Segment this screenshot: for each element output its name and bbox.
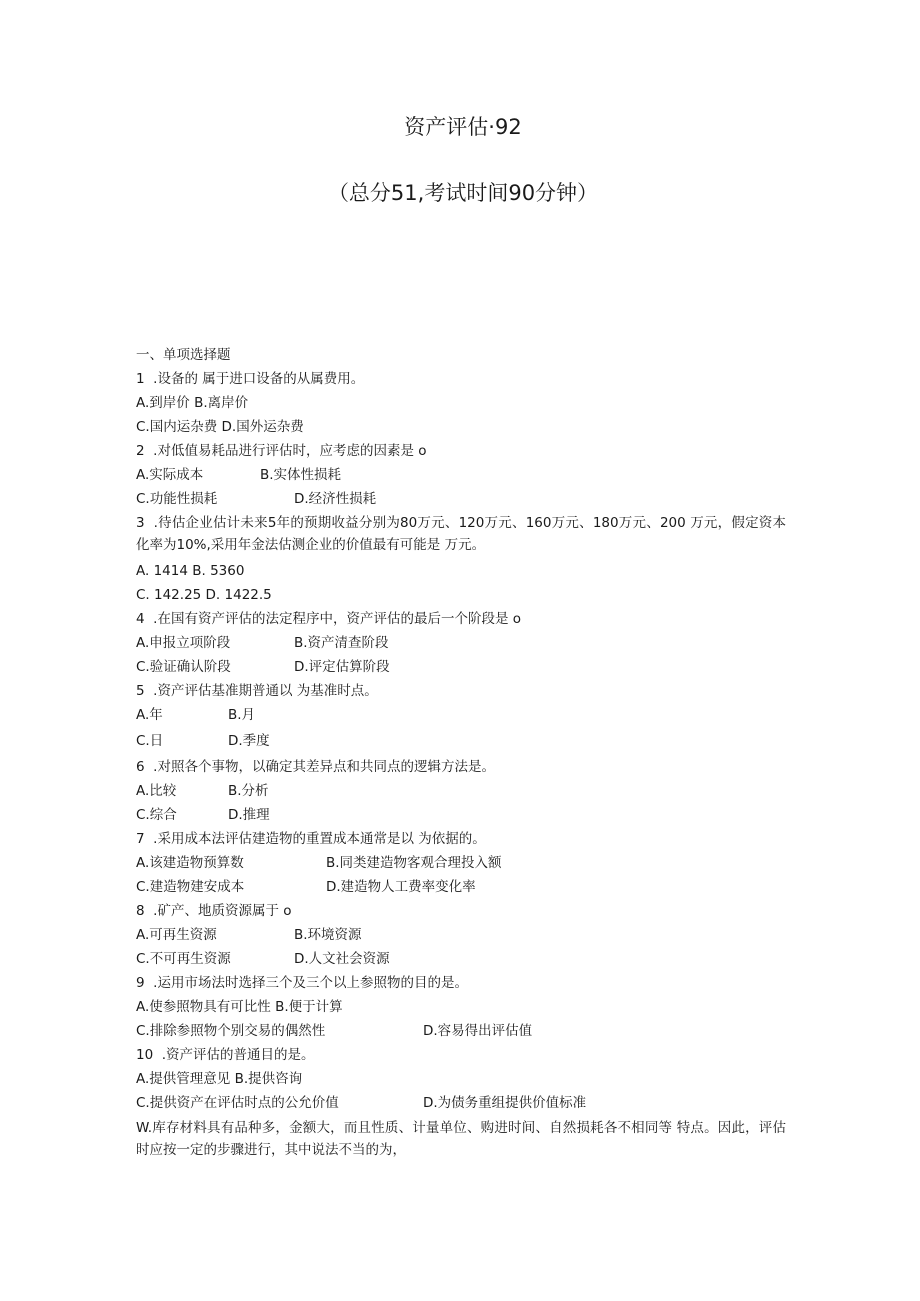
question-5-stem: 5 .资产评估基准期普通以 为基准时点。	[136, 683, 378, 699]
question-6-options-cd	[136, 803, 786, 827]
question-10-stem: 10 .资产评估的普通目的是。	[136, 1047, 315, 1063]
question-7-stem: 7 .采用成本法评估建造物的重置成本通常是以 为依据的。	[136, 831, 486, 847]
question-5-option-c: C.日	[136, 733, 164, 749]
question-4-option-c: C.验证确认阶段	[136, 659, 231, 675]
question-6-options-ab	[136, 779, 786, 803]
question-8-option-a: A.可再生资源	[136, 927, 217, 943]
question-3-options-ab: A. 1414 B. 5360	[136, 563, 245, 579]
question-2-options-cd	[136, 487, 786, 511]
question-9-stem: 9 .运用市场法时选择三个及三个以上参照物的目的是。	[136, 975, 468, 991]
question-9-option-c: C.排除参照物个别交易的偶然性	[136, 1023, 326, 1039]
question-8-option-d: D.人文社会资源	[294, 951, 390, 967]
question-3-stem: 3 .待估企业估计未来5年的预期收益分别为80万元、120万元、160万元、180万元、200 万元，假定资本化率为10%,采用年金法估测企业的价值最有可能是 万元。	[136, 515, 786, 553]
question-1-options-cd: C.国内运杂费 D.国外运杂费	[136, 419, 304, 435]
question-10-options-cd	[136, 1091, 786, 1115]
question-7-option-b: B.同类建造物客观合理投入额	[326, 855, 502, 871]
question-2-option-c: C.功能性损耗	[136, 491, 218, 507]
question-9-options-ab: A.使参照物具有可比性 B.便于计算	[136, 999, 343, 1015]
question-4-option-b: B.资产清查阶段	[294, 635, 389, 651]
question-7-option-c: C.建造物建安成本	[136, 879, 245, 895]
question-4-stem: 4 .在国有资产评估的法定程序中，资产评估的最后一个阶段是 o	[136, 611, 522, 627]
question-7-options-ab	[136, 851, 786, 875]
exam-info-subtitle: （总分51,考试时间90分钟）	[327, 181, 599, 205]
question-7-option-d: D.建造物人工费率变化率	[326, 879, 476, 895]
question-1-options-ab: A.到岸价 B.离岸价	[136, 395, 249, 411]
question-7-options-cd	[136, 875, 786, 899]
question-2-option-a: A.实际成本	[136, 467, 204, 483]
question-8-options-cd	[136, 947, 786, 971]
question-8-option-c: C.不可再生资源	[136, 951, 231, 967]
question-1-stem: 1 .设备的 属于进口设备的从属费用。	[136, 371, 365, 387]
question-2-option-d: D.经济性损耗	[294, 491, 377, 507]
question-9-option-d: D.容易得出评估值	[423, 1023, 533, 1039]
question-2-stem: 2 .对低值易耗品进行评估时，应考虑的因素是 o	[136, 443, 427, 459]
question-6-stem: 6 .对照各个事物，以确定其差异点和共同点的逻辑方法是。	[136, 759, 495, 775]
question-3-options-cd: C. 142.25 D. 1422.5	[136, 587, 272, 603]
question-4-options-ab	[136, 631, 786, 655]
question-6-option-b: B.分析	[228, 783, 269, 799]
question-8-stem: 8 .矿产、地质资源属于 o	[136, 903, 292, 919]
question-4-options-cd	[136, 655, 786, 679]
question-7-option-a: A.该建造物预算数	[136, 855, 244, 871]
question-8-options-ab	[136, 923, 786, 947]
question-5-option-a: A.年	[136, 707, 163, 723]
question-list	[136, 343, 786, 1161]
question-2-options-ab	[136, 463, 786, 487]
question-5-option-d: D.季度	[228, 733, 270, 749]
question-10-option-d: D.为债务重组提供价值标准	[423, 1095, 587, 1111]
question-5-options-ab	[136, 703, 786, 729]
question-2-option-b: B.实体性损耗	[260, 467, 342, 483]
question-6-option-c: C.综合	[136, 807, 177, 823]
question-8-option-b: B.环境资源	[294, 927, 362, 943]
question-11-stem: W.库存材料具有品种多，金额大，而且性质、计量单位、购进时间、自然损耗各不相同等 特点。因此，评估时应按一定的步骤进行，其中说法不当的为，	[136, 1120, 786, 1158]
question-6-option-a: A.比较	[136, 783, 177, 799]
page-title: 资产评估·92	[404, 115, 522, 139]
question-6-option-d: D.推理	[228, 807, 270, 823]
question-10-options-ab: A.提供管理意见 B.提供咨询	[136, 1071, 303, 1087]
question-10-option-c: C.提供资产在评估时点的公允价值	[136, 1095, 339, 1111]
question-5-option-b: B.月	[228, 707, 256, 723]
question-5-options-cd	[136, 729, 786, 755]
question-9-options-cd	[136, 1019, 786, 1043]
question-4-option-d: D.评定估算阶段	[294, 659, 390, 675]
section-heading: 一、单项选择题	[136, 347, 231, 363]
question-4-option-a: A.申报立项阶段	[136, 635, 231, 651]
